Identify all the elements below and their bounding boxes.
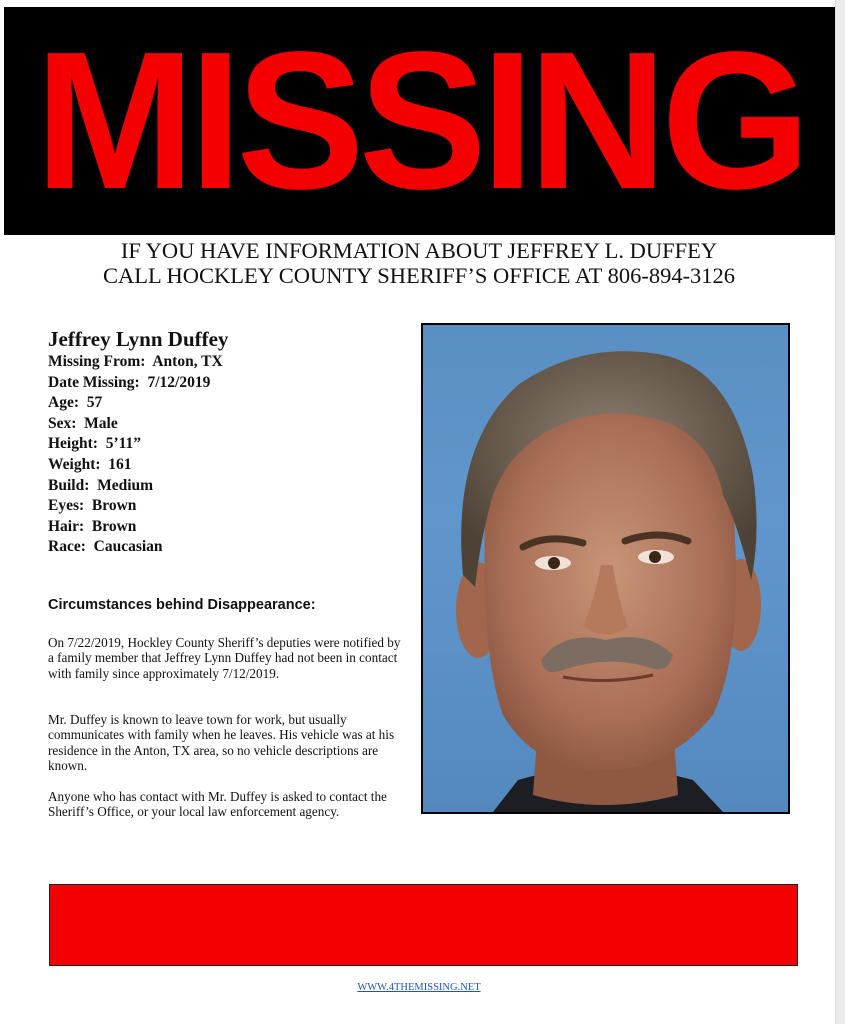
- detail-label: Hair:: [48, 517, 85, 535]
- detail-label: Height:: [48, 435, 98, 453]
- circumstances-paragraph: On 7/22/2019, Hockley County Sheriff’s deputies were notified by a family member that Jeffrey Lynn Duffey had not been in contact with family since approximately 7/12/2019.: [48, 635, 401, 681]
- page-edge: [835, 0, 845, 1024]
- person-photo: [421, 323, 790, 814]
- detail-label: Race:: [48, 538, 86, 556]
- detail-value: 57: [86, 394, 103, 412]
- detail-label: Sex:: [48, 414, 77, 432]
- detail-date-missing: [48, 373, 228, 394]
- detail-missing-from: [48, 352, 228, 373]
- detail-eyes: [48, 496, 228, 517]
- detail-value: Caucasian: [93, 538, 163, 556]
- contact-line-2: CALL HOCKLEY COUNTY SHERIFF’S OFFICE AT 806-894-3126: [102, 263, 736, 288]
- detail-sex: [48, 414, 228, 435]
- detail-value: Brown: [91, 497, 137, 515]
- contact-line-1: IF YOU HAVE INFORMATION ABOUT JEFFREY L. DUFFEY: [120, 238, 718, 263]
- detail-age: [48, 393, 228, 414]
- detail-race: [48, 537, 228, 558]
- detail-label: Missing From:: [48, 353, 146, 370]
- circumstances-paragraph: Anyone who has contact with Mr. Duffey is asked to contact the Sheriff’s Office, or your local law enforcement agency.: [48, 789, 387, 820]
- detail-label: Weight:: [48, 455, 101, 473]
- banner-title: MISSING: [34, 11, 805, 230]
- red-footer-bar: [49, 884, 798, 966]
- detail-value: Male: [84, 414, 118, 432]
- circumstances-paragraph: Mr. Duffey is known to leave town for work, but usually communicates with family when he leaves. His vehicle was at his residence in the Anton, TX area, so no vehicle descriptions are known.: [48, 712, 395, 773]
- detail-value: Medium: [97, 476, 154, 494]
- detail-value: Brown: [91, 517, 137, 535]
- detail-weight: [48, 455, 228, 476]
- missing-banner: [4, 7, 835, 235]
- detail-value: 161: [108, 455, 132, 473]
- person-name: Jeffrey Lynn Duffey: [48, 327, 229, 351]
- detail-label: Build:: [48, 476, 90, 494]
- detail-build: [48, 476, 228, 497]
- detail-value: 5’11”: [105, 435, 141, 453]
- detail-hair: [48, 517, 228, 538]
- detail-height: [48, 434, 228, 455]
- circumstances-heading: Circumstances behind Disappearance:: [48, 597, 316, 613]
- detail-label: Age:: [48, 394, 79, 412]
- person-details: [48, 326, 228, 558]
- portrait-illustration: [423, 325, 788, 812]
- detail-label: Date Missing:: [48, 373, 140, 391]
- detail-value: Anton, TX: [152, 353, 223, 370]
- detail-label: Eyes:: [48, 497, 85, 515]
- detail-value: 7/12/2019: [147, 373, 211, 391]
- website-link[interactable]: WWW.4THEMISSING.NET: [357, 982, 481, 993]
